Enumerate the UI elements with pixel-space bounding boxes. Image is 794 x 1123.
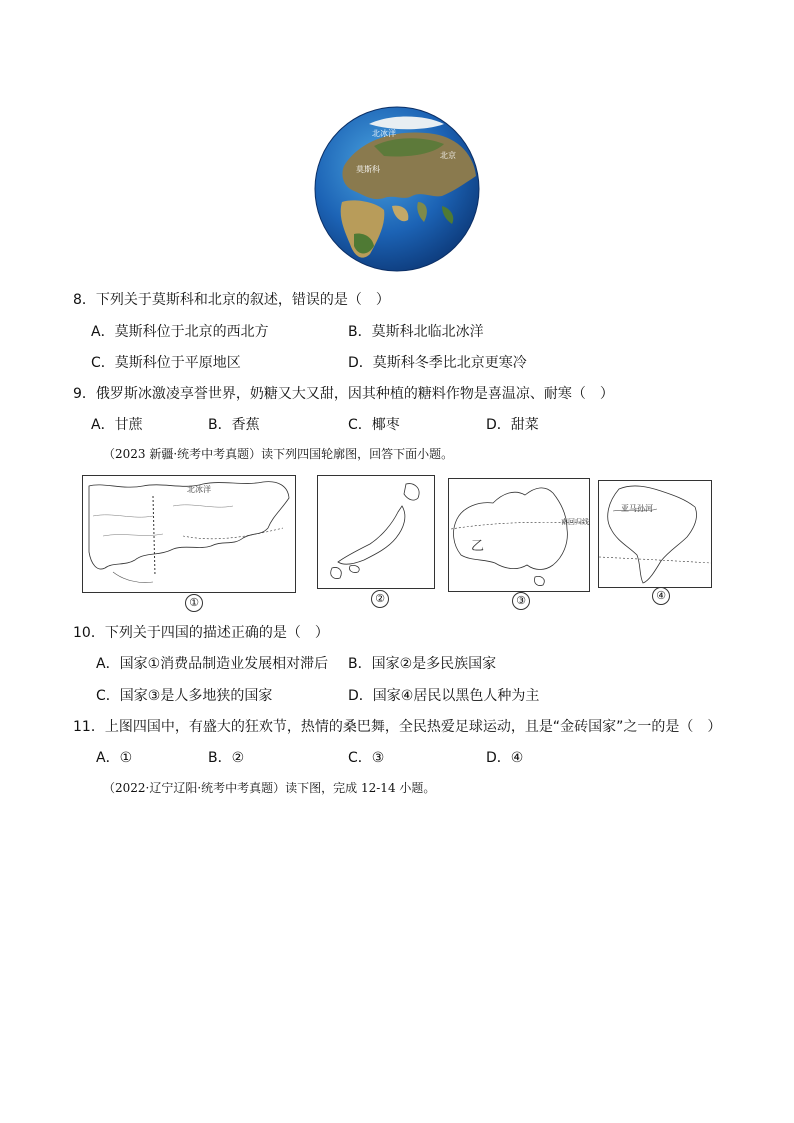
question-10-option-b[interactable]: B．国家②是多民族国家 xyxy=(348,656,497,672)
source-note-2022: （2022·辽宁辽阳·统考中考真题）读下图，完成 12-14 小题。 xyxy=(103,781,436,795)
question-11-option-a[interactable]: A．① xyxy=(96,750,133,766)
question-10-option-a[interactable]: A．国家①消费品制造业发展相对滞后 xyxy=(96,656,329,672)
question-11-option-d[interactable]: D．④ xyxy=(486,750,524,766)
globe-image xyxy=(314,106,480,272)
question-10-option-d[interactable]: D．国家④居民以黑色人种为主 xyxy=(348,688,540,704)
question-8-option-c[interactable]: C．莫斯科位于平原地区 xyxy=(91,355,241,371)
question-11-option-c[interactable]: C．③ xyxy=(348,750,385,766)
map-number-3: ③ xyxy=(512,592,530,610)
question-9-option-a[interactable]: A．甘蔗 xyxy=(91,417,143,433)
map-japan xyxy=(317,475,435,589)
japan-outline xyxy=(318,476,434,588)
question-9-option-c[interactable]: C．椰枣 xyxy=(348,417,400,433)
map-number-2: ② xyxy=(371,590,389,608)
source-note-2023: （2023 新疆·统考中考真题）读下列四国轮廓图，回答下面小题。 xyxy=(103,447,454,461)
map-number-4: ④ xyxy=(652,587,670,605)
globe-label-beijing: 北京 xyxy=(440,151,456,160)
globe-label-moscow: 莫斯科 xyxy=(356,165,380,174)
map-australia-label-a: 乙 xyxy=(471,539,485,554)
globe-label-arctic: 北冰洋 xyxy=(372,129,396,138)
question-8-option-a[interactable]: A．莫斯科位于北京的西北方 xyxy=(91,324,269,340)
question-8-stem: 8．下列关于莫斯科和北京的叙述，错误的是（ ） xyxy=(73,292,390,308)
map-brazil xyxy=(598,480,712,588)
question-11-option-b[interactable]: B．② xyxy=(208,750,245,766)
map-australia-label-tropic: 南回归线 xyxy=(561,518,589,526)
question-8-option-b[interactable]: B．莫斯科北临北冰洋 xyxy=(348,324,484,340)
question-9-option-d[interactable]: D．甜菜 xyxy=(486,417,539,433)
map-australia xyxy=(448,478,590,592)
brazil-outline xyxy=(599,481,711,587)
map-brazil-label: 亚马孙河 xyxy=(621,504,653,513)
question-11-stem: 11．上图四国中，有盛大的狂欢节，热情的桑巴舞，全民热爱足球运动，且是“金砖国家”之一的是（ ） xyxy=(73,719,722,735)
australia-outline xyxy=(449,479,589,591)
question-10-stem: 10．下列关于四国的描述正确的是（ ） xyxy=(73,625,329,641)
map-number-1: ① xyxy=(185,594,203,612)
question-8-option-d[interactable]: D．莫斯科冬季比北京更寒冷 xyxy=(348,355,527,371)
map-russia xyxy=(82,475,296,593)
map-russia-label: 北冰洋 xyxy=(187,485,211,494)
question-9-stem: 9．俄罗斯冰激凌享誉世界，奶糖又大又甜，因其种植的糖料作物是喜温凉、耐寒（ ） xyxy=(73,386,614,402)
globe-graphic xyxy=(314,106,480,272)
question-10-option-c[interactable]: C．国家③是人多地狭的国家 xyxy=(96,688,273,704)
question-9-option-b[interactable]: B．香蕉 xyxy=(208,417,260,433)
